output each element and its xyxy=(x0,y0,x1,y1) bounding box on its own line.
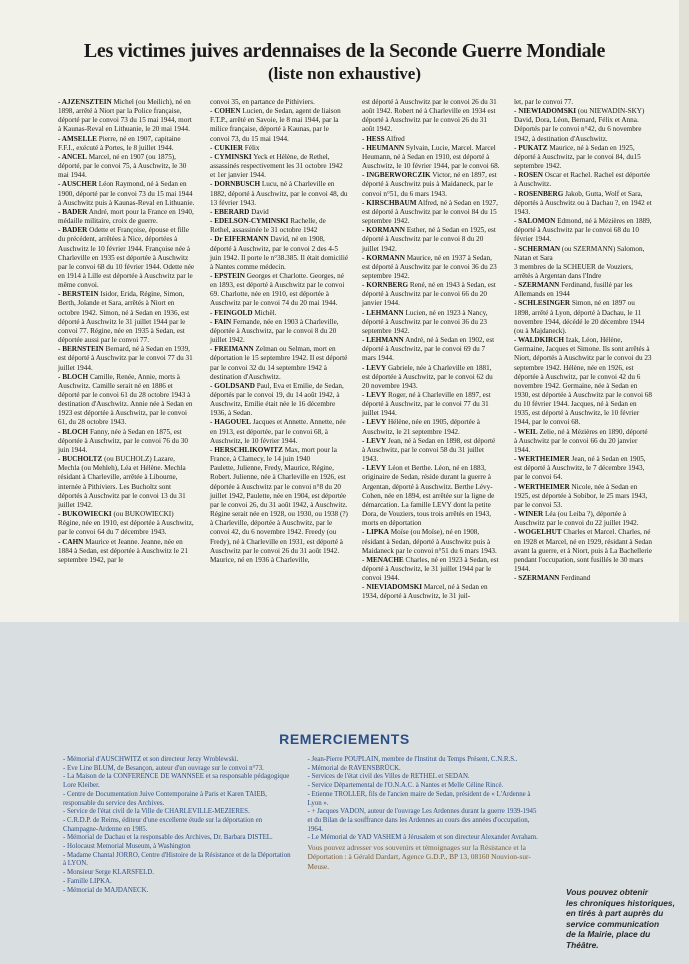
victim-entry xyxy=(58,510,196,537)
victim-name: - HESS xyxy=(362,134,385,143)
page-title xyxy=(0,40,689,84)
victim-details: Sylvain, Lucie, Marcel. Marcel Heumann, né à Sedan en 1910, est déporté à Auschwitz, le 10 février 1944, par le convoi 68. xyxy=(362,143,500,171)
victim-name: - WALDKIRCH xyxy=(514,336,564,345)
victim-name: - SCHERMAN xyxy=(514,244,561,253)
victim-name: - INGBERWORCZIK xyxy=(362,171,431,180)
victim-details: 3 membres de la SCHEUER de Vouziers, arrêtés à Argentan dans l'Indre xyxy=(514,262,633,280)
victim-name: - ANCEL xyxy=(58,152,87,161)
victim-name: - WINER xyxy=(514,510,544,519)
victim-entry xyxy=(210,382,348,419)
victim-details: (ou NIEWADIN-SKY) David, Dora, Léon, Bernard, Félix et Anna. Déportés par le convoi n°42, du 6 novembre 1942, à destination d'Auschwitz. xyxy=(514,107,645,143)
victim-details: Jean, né à Sedan en 1898, est déporté à Auschwitz, par le convoi 58 du 31 juillet 1943. xyxy=(362,436,496,464)
victim-details: Gabriele, née à Charleville en 1881, est déportée à Auschwitz, par le convoi 62 du 20 novembre 1943. xyxy=(362,363,493,390)
victim-entry xyxy=(514,263,652,281)
remerciements-left-column xyxy=(63,756,294,895)
victims-column-4 xyxy=(514,98,652,602)
victim-details: Max, mort pour la France, à Clamecy, le 14 juin 1940 xyxy=(210,445,337,464)
victim-details: Marcel, né à Sedan en 1934, déporté à Auschwitz, le 31 juil- xyxy=(362,583,488,601)
victim-entry xyxy=(362,98,500,135)
thanks-item: - Mémorial de MAJDANECK. xyxy=(63,886,149,894)
victim-details: Paulette, Julienne, Fredy, Maurice, Régine, Robert. Julienne, née à Charleville en 1926, est déportée à Auschwitz par le convoi n°8 du 20 juillet 1942, Paulette, née en 1904, est déportée par le convoi 26, du 31 août 1942, à Auschwitz. Régine serait née en 1928, ou 1930, ou 1938 (?) à Charleville, déportée à Auschwitz, par le convoi 42, du 6 novembre 1942. Freedy (ou Fredy), né à Charleville en 1931, est déporté à Auschwitz par le convoi 26 du 31 août 1942. Maurice, né en 1936 à Charleville, xyxy=(210,464,348,564)
victim-entry xyxy=(362,391,500,418)
victim-name: - EPSTEIN xyxy=(210,271,245,280)
victim-entry xyxy=(514,171,652,189)
victim-details: Rachelle, de Rethel, assassinée le 31 octobre 1942 xyxy=(210,217,326,235)
victim-entry xyxy=(362,135,500,144)
victim-entry xyxy=(514,144,652,171)
victim-name: - NIEWIADOMSKI xyxy=(514,107,577,116)
victim-details: Paul, Eva et Emilie, de Sedan, déportés par le convoi 19, du 14 août 1942, à Auschwitz, Emilie était née le 16 décembre 1936, à Sedan. xyxy=(210,381,344,418)
victim-name: - SCHLESINGER xyxy=(514,299,571,308)
victim-entry xyxy=(58,135,196,153)
victim-details: David xyxy=(249,207,269,216)
victim-details: André, mort pour la France en 1940, médaille militaire, croix de guerre. xyxy=(58,207,194,226)
victim-entry xyxy=(362,309,500,336)
victim-entry xyxy=(514,455,652,482)
victim-details: Alfred, né à Sedan en 1927, est déporté à Auschwitz par le convoi 84 du 15 septembre 1942. xyxy=(362,198,498,226)
victim-entry xyxy=(58,538,196,565)
victim-details: Jakob, Gutta, Wolf et Sara, déportés à Auschwitz ou à Dachau ?, en 1942 et 1943. xyxy=(514,189,652,216)
victim-name: - COHEN xyxy=(210,107,241,116)
thanks-item: - C.R.D.P. de Reims, éditeur d'une excellente étude sur la déportation en Champagne-Ardenne en 1985. xyxy=(63,816,263,833)
victim-name: - AMSELLE xyxy=(58,134,97,143)
victim-entry xyxy=(58,345,196,372)
victim-details: Victor, né en 1897, est déporté à Auschwitz puis à Maidaneck, par le convoi n°51, du 6 mars 1943. xyxy=(362,171,497,198)
victim-entry xyxy=(514,190,652,217)
remerciements-right-column xyxy=(308,756,539,895)
victim-entry xyxy=(58,428,196,455)
victim-name: - LEVY xyxy=(362,363,387,372)
victim-entry xyxy=(210,309,348,318)
victims-list xyxy=(58,98,652,601)
thanks-item: - Le Mémorial de YAD VASHEM à Jérusalem et son directeur Alexander Avraham. xyxy=(307,834,538,842)
victim-entry xyxy=(514,98,652,107)
victim-details: Hélène, née en 1905, déportée à Auschwitz, le 21 septembre 1942. xyxy=(362,418,480,436)
victim-name: - ROSEN xyxy=(514,171,543,180)
victim-name: - SZERMANN xyxy=(514,574,560,583)
victim-name: - HAGOUEL xyxy=(210,418,251,427)
victim-name: - KORMANN xyxy=(362,226,405,235)
victim-entry xyxy=(58,180,196,207)
victim-name: - KIRSCHBAUM xyxy=(362,198,417,207)
victim-name: - AUSCHER xyxy=(58,180,97,189)
victim-details: Georges et Charlotte. Georges, né en 1893, est déporté à Auschwitz par le convoi 69. Charlotte, née en 1910, est déportée à Auschwitz par le convoi 74 du 20 mai 1944. xyxy=(210,271,345,308)
victim-entry xyxy=(514,281,652,299)
victim-name: - DORNBUSCH xyxy=(210,180,261,189)
victim-entry xyxy=(514,574,652,583)
victim-entry xyxy=(362,528,500,555)
victim-details: est déporté à Auschwitz par le convoi 26 du 31 août 1942. Robert né à Charleville en 1934 est déporté à Auschwitz par le convoi 26 du 31 août 1942. xyxy=(362,98,497,134)
victims-column-2 xyxy=(210,98,348,602)
victim-entry xyxy=(210,318,348,345)
victim-details: Jean, né à Sedan en 1905, est déporté à Auschwitz, le 7 décembre 1943, par le convoi 64. xyxy=(514,455,646,482)
victim-entry xyxy=(362,364,500,391)
victim-name: - ROSENBERG xyxy=(514,189,564,198)
victim-details: Fernande, née en 1903 à Charleville, déportée à Auschwitz, par le convoi 8 du 20 juillet 1942. xyxy=(210,317,339,345)
victim-entry xyxy=(362,171,500,198)
victim-entry xyxy=(210,217,348,235)
victim-name: - LEVY xyxy=(362,436,387,445)
victim-entry xyxy=(362,336,500,363)
victim-details: Charles et Marcel. Charles, né en 1928 et Marcel, né en 1929, résidant à Sedan avant la guerre, et à Niort, puis à La Bachellerie pendant l'occupation, sont fusillés le 30 mars 1944. xyxy=(514,528,652,573)
victim-name: - CAHN xyxy=(58,537,84,546)
victims-column-3 xyxy=(362,98,500,602)
victim-details: Léon et Berthe. Léon, né en 1883, originaire de Sedan, réside durant la guerre à Argentan, déporté à Auschwitz. Berthe Lévy-Cohen, née en 1894, est arrêtée sur la ligne de démarcation. La famille LEVY dont la petite Dora, de Vouziers, tous trois arrêtés en 1943, morts en déportation xyxy=(362,464,495,528)
victim-details: (ou BUCHOLZ) Lazare, Mechla (ou Mehleh), Léa et Hélène. Mechla résidant à Charleville, arrêtée à Libourne, internée à Pithiviers. Les Bucholtz sont déportés à Auschwitz par le convoi 13 du 31 juillet 1942. xyxy=(58,455,186,509)
thanks-item: - Etienne TROLLER, fils de l'ancien maire de Sedan, président de « L'Ardenne à Lyon ». xyxy=(307,790,531,807)
victim-name: - BERSTEIN xyxy=(58,290,99,299)
victim-details: Charles, né en 1923 à Sedan, est déporté à Auschwitz, le 31 juillet 1944 par le convoi 1944. xyxy=(362,555,499,583)
victim-entry xyxy=(58,373,196,428)
victim-details: Izak, Léon, Hélène, Germaine, Jacques et Simone. Ils sont arrêtés à Niort, déportés à Auschwitz par le convoi du 23 septembre 1942. Hélène, née en 1926, est déportée à Auschwitz, par le convoi 42 du 6 novembre 1942. Germaine, née à Sedan en 1930, est déportée à Auschwitz par le convoi 68 du 10 février 1944. Jacques, né à Sedan en 1935, est déporté à Auschwitz, le 10 février 1944, par le convoi 68. xyxy=(514,336,652,427)
victim-name: - HERSCHLIKOWITZ xyxy=(210,445,283,454)
victim-name: - FEINGOLD xyxy=(210,308,253,317)
victim-entry xyxy=(58,153,196,180)
victim-entry xyxy=(58,226,196,290)
victim-name: - HEUMANN xyxy=(362,143,405,152)
victim-name: - WOGELHUT xyxy=(514,528,562,537)
victim-entry xyxy=(210,144,348,153)
victim-entry xyxy=(210,180,348,207)
thanks-item: - Mémorial de Dachau et la responsable des Archives, Dr. Barbara DISTEL. xyxy=(63,834,273,842)
victim-details: Roger, né à Charleville en 1897, est déporté à Auschwitz, par le convoi 77 du 31 juillet 1944. xyxy=(362,391,491,418)
victim-name: - LIPKA xyxy=(362,528,389,537)
victim-entry xyxy=(362,556,500,583)
victim-name: - WERTHEIMER xyxy=(514,455,570,464)
victim-details: Moïse (ou Moïse), né en 1908, résidant à Sedan, déporté à Auschwitz puis à Maidaneck par le convoi n°51 du 6 mars 1943. xyxy=(362,528,497,555)
victim-details: Camille, Renée, Annie, morts à Auschwitz. Camille serait né en 1886 et déporté par le convoi 61 du 28 octobre 1943 à destination d'Auschwitz. Annie née à Sedan en 1923 est déportée à Auschwitz, par le convoi 61, du 28 octobre 1943. xyxy=(58,372,193,427)
victim-entry xyxy=(362,254,500,281)
victim-details: Oscar et Rachel. Rachel est déportée à Auschwitz. xyxy=(514,171,651,189)
victim-entry xyxy=(210,272,348,309)
victim-name: - FREIMANN xyxy=(210,345,254,354)
thanks-item: - + Jacques VADON, auteur de l'ouvrage Les Ardennes durant la guerre 1939-1945 et du Bilan de la souffrance dans les Ardennes au cours des années d'occupation, 1964. xyxy=(307,808,537,833)
victim-details: René, né en 1943 à Sedan, est déporté à Auschwitz par le convoi 66 du 20 janvier 1944. xyxy=(362,281,496,308)
victim-details: Lucien, de Sedan, agent de liaison F.T.P., arrêté en Savoie, le 8 mai 1944, par la milice française, déporté à Kaunas, par le convoi 73, du 15 mai 1944. xyxy=(210,107,341,143)
victim-details: Maurice et Jeanne. Jeanne, née en 1884 à Sedan, est déportée à Auschwitz le 21 septembre 1942, par le xyxy=(58,537,188,564)
victim-entry xyxy=(514,299,652,336)
victim-details: André, né à Sedan en 1902, est déporté à Auschwitz, par le convoi 69 du 7 mars 1944. xyxy=(362,336,495,363)
thanks-item: - Service Départemental de l'O.N.A.C. à Nantes et Melle Céline Rincé. xyxy=(307,782,504,790)
victim-name: - WERTHEIMER xyxy=(514,482,570,491)
victim-entry xyxy=(514,336,652,428)
victim-details: Nicole, née à Sedan en 1925, est déportée à Sobibor, le 25 mars 1943, par le convoi 53. xyxy=(514,482,648,509)
victim-details: Lucien, né en 1923 à Nancy, déporté à Auschwitz par le convoi 36 du 23 septembre 1942. xyxy=(362,308,488,335)
victim-name: - BUKOWIECKI xyxy=(58,510,112,519)
victim-details: Maurice, né à Sedan en 1925, déporté à Auschwitz, par le convoi 84, du15 septembre 1942. xyxy=(514,143,641,171)
victim-entry xyxy=(514,483,652,510)
victim-name: - EBERARD xyxy=(210,207,250,216)
victim-details: Jacques et Annette. Annette, née en 1913, est déportée, par le convoi 68, à Auschwitz, le 10 février 1944. xyxy=(210,418,346,445)
victim-name: - LEHMANN xyxy=(362,308,404,317)
info-box: Vous pouvez obtenir les chroniques historiques, en tirés à part auprès du service communication de la Mairie, place du Théâtre. xyxy=(566,887,675,950)
victim-entry xyxy=(210,208,348,217)
victim-details: Fanny, née à Sedan en 1875, est déportée à Auschwitz, par le convoi 76 du 30 juin 1944. xyxy=(58,427,188,454)
thanks-item: - Holocaust Memorial Museum, à Washington xyxy=(63,843,191,851)
victim-details: Bernard, né à Sedan en 1939, est déporté à Auschwitz par le convoi 77 du 31 juillet 1944. xyxy=(58,345,193,372)
victim-entry xyxy=(362,226,500,253)
title-line-2: (liste non exhaustive) xyxy=(268,64,421,83)
remerciements-title: REMERCIEMENTS xyxy=(279,731,410,747)
thanks-item: - Mémorial de RAVENSBRÜCK. xyxy=(307,764,401,772)
victim-details: Alfred xyxy=(384,134,405,143)
victim-name: - BERNSTEIN xyxy=(58,345,104,354)
victim-entry xyxy=(362,583,500,601)
thanks-item: - Mémorial d'AUSCHWITZ et son directeur Jerzy Wroblewski. xyxy=(63,756,239,763)
testimony-note: Vous pouvez adresser vos souvenirs et témoignages sur la Résistance et la Déportation : à Gérald Dardart, Agence G.D.P., BP 13, 08160 Nouvion-sur-Meuse. xyxy=(307,843,531,871)
victim-name: - LEVY xyxy=(362,391,387,399)
victim-details: convoi 35, en partance de Pithiviers. xyxy=(210,98,315,106)
victim-name: - FAIN xyxy=(210,317,232,326)
victim-entry xyxy=(210,345,348,382)
victim-details: David, né en 1908, déporté à Auschwitz, par le convoi 2 des 4-5 juin 1942. Il porte le n°38.385. Il était domicilié à Nantes comme médecin. xyxy=(210,235,349,271)
victim-name: - SALOMON xyxy=(514,217,556,226)
victim-name: - LEHMANN xyxy=(362,336,404,345)
victim-details: Yeck et Hélène, de Rethel, assassinés respectivement les 31 octobre 1942 et 1er janvier 1944. xyxy=(210,152,343,180)
victim-details: Michël. xyxy=(252,308,277,317)
victim-details: Isidor, Erida, Régine, Simon, Berth, Jolande et Sara, arrêtés à Niort en octobre 1942. Simon, né à Sedan en 1936, est déporté à Auschwitz le 31 juillet 1944 par le convoi 77. Régine, née en 1935 à Sedan, est déportée aussi par le convoi 77. xyxy=(58,290,190,345)
victim-entry xyxy=(362,437,500,464)
victim-entry xyxy=(210,464,348,565)
victim-entry xyxy=(210,107,348,144)
thanks-item: - La Maison de la CONFERENCE DE WANNSEE et sa responsable pédagogique Lore Kleiber. xyxy=(63,773,290,790)
victim-entry xyxy=(514,107,652,144)
victim-name: - PUKATZ xyxy=(514,143,548,152)
victim-entry xyxy=(210,235,348,272)
victim-name: - NIEVIADOMSKI xyxy=(362,583,423,592)
victim-name: - CYMINSKI xyxy=(210,152,252,161)
victim-entry xyxy=(514,217,652,244)
victim-details: Marcel, né en 1907 (ou 1875), déporté, par le convoi 75, à Auschwitz, le 30 mai 1944. xyxy=(58,152,187,180)
thanks-item: - Eve Line BLUM, de Besançon, auteur d'un ouvrage sur le convoi n°73. xyxy=(63,764,264,772)
thanks-item: - Famille LIPKA. xyxy=(63,877,112,885)
thanks-item: - Jean-Pierre POUPLAIN, membre de l'Institut du Temps Présent, C.N.R.S.. xyxy=(307,756,518,763)
victim-details: Zelman ou Selman, mort en déportation le 15 septembre 1942. Il est déporté par le convoi 32 du 14 septembre 1942 à destination d'Auschwitz. xyxy=(210,345,348,381)
title-line-1: Les victimes juives ardennaises de la Seconde Guerre Mondiale xyxy=(83,40,606,62)
victim-entry xyxy=(362,144,500,171)
victim-entry xyxy=(210,446,348,464)
victim-details: let, par le convoi 77. xyxy=(514,98,574,106)
victim-details: (ou SZERMANN) Salomon, Natan et Sara xyxy=(514,244,645,262)
victim-name: - LEVY xyxy=(362,464,387,473)
victim-details: Félix xyxy=(242,143,260,152)
victim-details: Esther, né à Sedan en 1925, est déporté à Auschwitz par le convoi 8 du 20 juillet 1942. xyxy=(362,226,496,253)
victim-entry xyxy=(514,245,652,263)
victim-details: Léa (ou Leiba ?), déportée à Auschwitz par le convoi du 22 juillet 1942. xyxy=(514,510,639,528)
victim-entry xyxy=(514,510,652,528)
thanks-item: - Services de l'état civil des Villes de RETHEL et SEDAN. xyxy=(307,773,470,781)
thanks-item: - Madame Chantal JORRO, Centre d'Histoire de la Résistance et de la Déportation à LYON. xyxy=(63,851,291,868)
victim-name: - KORMANN xyxy=(362,253,405,262)
victim-details: Ferdinand xyxy=(559,574,591,583)
victim-name: - BLOCH xyxy=(58,427,89,436)
victim-name: - CUKIER xyxy=(210,143,243,152)
victim-name: - AJZENSZTEIN xyxy=(58,98,112,106)
victim-details: Odette et Françoise, épouse et fille du précédent, arrêtées à Nice, déportées à Auschwitz le 10 février 1944. Françoise née à Charleville en 1935 est déportée à Auschwitz par le convoi 68 du 10 février 1944. Odette née en 1914 à Lille est déportée à Auschwitz par le même convoi. xyxy=(58,226,195,290)
victim-name: - LEVY xyxy=(362,418,387,427)
victim-name: - BADER xyxy=(58,226,88,235)
thanks-item: - Monsieur Serge KLARSFELD. xyxy=(63,869,154,877)
victim-details: Michel (ou Meilich), né en 1898, arrêté à Niort par la Police française, déporté par le convoi 73 du 15 mai 1944, mort à Kaunas-Reval en Lithuanie, le 20 mai 1944. xyxy=(58,98,192,134)
victim-name: - SZERMANN xyxy=(514,281,560,290)
victim-details: Léon Raymond, né à Sedan en 1900, déporté par le convoi 73 du 15 mai 1944 à Auschwitz puis à Kaunas-Reval en Lithuanie. xyxy=(58,180,195,207)
victim-entry xyxy=(362,464,500,528)
victim-details: Edmond, né à Mézières en 1889, déporté à Auschwitz par le convoi 68 du 10 février 1944. xyxy=(514,217,652,244)
victim-entry xyxy=(58,208,196,226)
victim-details: Simon, né en 1897 ou 1898, arrêté à Lyon, déporté à Dachau, le 11 novembre 1944, décédé le 20 décembre 1944 (ou à Majdaneck). xyxy=(514,299,645,335)
victim-name: - BADER xyxy=(58,207,88,216)
victim-name: - MENACHE xyxy=(362,555,404,564)
victim-entry xyxy=(58,290,196,345)
victim-name: - BUCHOLTZ xyxy=(58,455,103,464)
victim-details: Maurice, né en 1937 à Sedan, est déporté à Auschwitz par le convoi 36 du 23 septembre 1942. xyxy=(362,253,497,280)
victim-details: Ferdinand, fusillé par les Allemands en 1944 xyxy=(514,281,633,299)
victim-entry xyxy=(210,98,348,107)
victim-entry xyxy=(58,98,196,135)
victim-entry xyxy=(362,418,500,436)
victim-name: - EDELSON-CYMINSKI xyxy=(210,217,289,226)
victim-name: - GOLDSAND xyxy=(210,381,255,390)
victim-name: - WEIL xyxy=(514,427,538,436)
victim-details: Lucu, né à Charleville en 1882, déporté à Auschwitz, par le convoi 48, du 13 février 1943. xyxy=(210,180,348,207)
remerciements-columns xyxy=(63,756,538,895)
thanks-item: - Centre de Documentation Juive Contemporaine à Paris et Karen TAIEB, responsable du service des Archives. xyxy=(63,790,267,807)
thanks-item: - Service de l'état civil de la Ville de CHARLEVILLE-MEZIERES. xyxy=(63,808,250,816)
victim-entry xyxy=(362,199,500,226)
victim-entry xyxy=(210,153,348,180)
victim-details: (ou BUKOWIECKI) Régine, née en 1910, est déportée à Auschwitz, par le convoi 64 du 7 décembre 1943. xyxy=(58,510,194,537)
victim-entry xyxy=(514,528,652,574)
victim-name: - Dr EIFERMANN xyxy=(210,235,269,244)
victim-name: - BLOCH xyxy=(58,372,89,381)
victim-details: Zelie, né à Mézières en 1890, déporté à Auschwitz par le convoi 66 du 20 janvier 1944. xyxy=(514,427,648,454)
victims-column-1 xyxy=(58,98,196,602)
victim-details: Pierre, né en 1907, capitaine F.F.I., exécuté à Portes, le 8 juillet 1944. xyxy=(58,134,181,152)
victim-name: - KORNBERG xyxy=(362,281,409,290)
victim-entry xyxy=(58,455,196,510)
victim-entry xyxy=(514,428,652,455)
victim-entry xyxy=(362,281,500,308)
victim-entry xyxy=(210,418,348,445)
